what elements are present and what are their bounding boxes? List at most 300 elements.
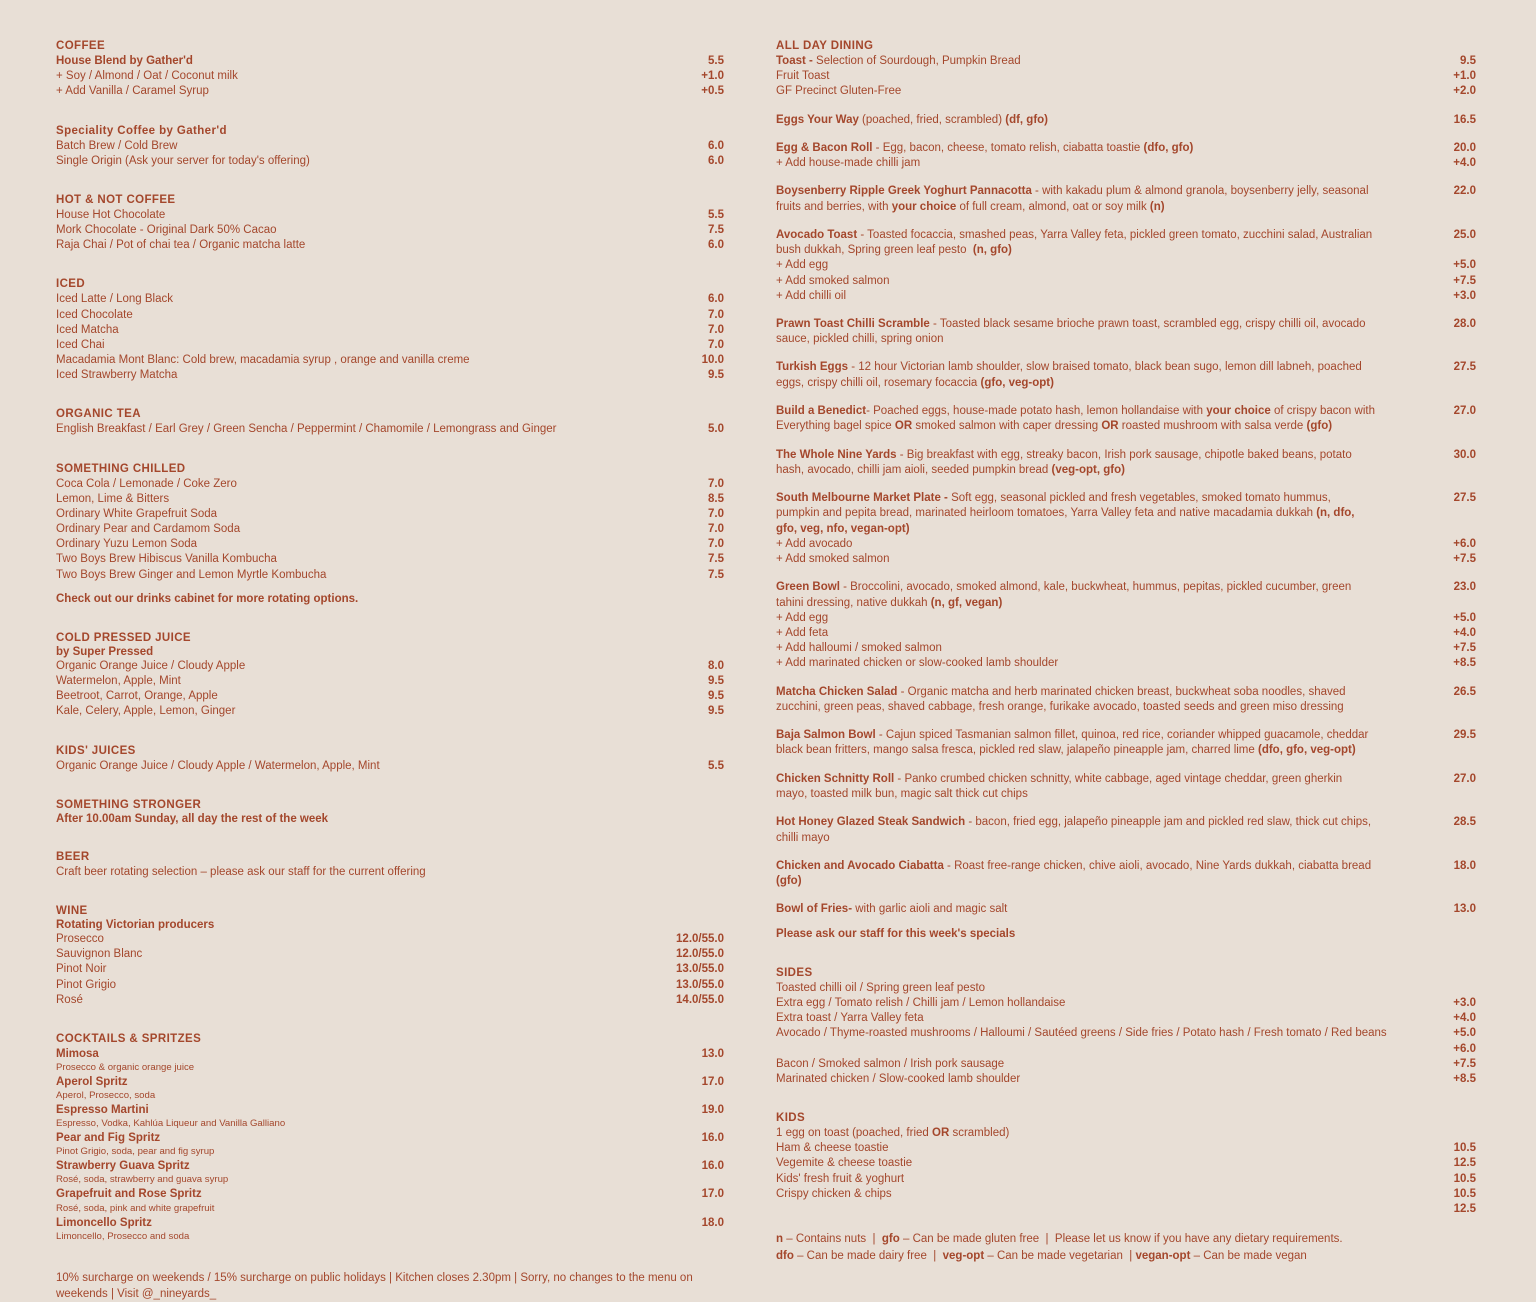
dining-item-price: 27.0: [1453, 772, 1476, 785]
cocktail-row: [56, 1216, 724, 1231]
menu-row-name: 1 egg on toast (poached, fried OR scrambled): [776, 1127, 1010, 1140]
surcharge-footer: 10% surcharge on weekends / 15% surcharge on public holidays | Kitchen closes 2.30pm | Sorry, no changes to the menu on weekends | Visit @_nineyards_: [56, 1271, 693, 1300]
addon-row: [776, 258, 1476, 273]
cocktail-price: 17.0: [701, 1188, 724, 1201]
menu-row-price: 7.5: [708, 568, 724, 581]
menu-row: [56, 507, 724, 522]
dining-item-price: 29.5: [1453, 729, 1476, 742]
addon-price: +6.0: [1453, 537, 1476, 550]
cocktail-price: 19.0: [701, 1104, 724, 1117]
menu-row: [776, 1141, 1476, 1156]
cocktail-row: [56, 1075, 724, 1090]
menu-row-price: 7.5: [708, 553, 724, 566]
dining-item-main: [776, 685, 1476, 716]
menu-row-price: +4.0: [1453, 1012, 1476, 1025]
menu-row-name: Kale, Celery, Apple, Lemon, Ginger: [56, 705, 236, 718]
menu-row-price: 9.5: [1460, 55, 1476, 67]
dining-item-main: [776, 815, 1476, 846]
food-column: [776, 40, 1476, 1263]
legend-line-1: n – Contains nuts | gfo – Can be made gluten free | Please let us know if you have any dietary requirements.: [776, 1233, 1343, 1246]
dining-item: [776, 184, 1476, 215]
addon-row: [776, 552, 1476, 567]
dining-item-main: [776, 184, 1476, 215]
juice-supplier: by Super Pressed: [56, 645, 154, 658]
dining-item-price: 30.0: [1453, 448, 1476, 461]
menu-row-name: Marinated chicken / Slow-cooked lamb shoulder: [776, 1072, 1021, 1085]
menu-row-name: Single Origin (Ask your server for today's offering): [56, 154, 310, 167]
dining-item: [776, 141, 1476, 171]
dietary-legend: [776, 1231, 1476, 1266]
menu-row-price: 13.0/55.0: [676, 978, 724, 991]
dining-items: [776, 113, 1476, 918]
menu-row-name: Fruit Toast: [776, 70, 830, 83]
dining-item-description: Build a Benedict- Poached eggs, house-made potato hash, lemon hollandaise with your choice of crispy bacon with Everything bagel spice OR smoked salmon with caper dressing OR roasted mushroom with salsa verde (gfo): [776, 405, 1375, 433]
hot-not-coffee-list: [56, 208, 724, 254]
dining-item-description: Green Bowl - Broccolini, avocado, smoked almond, kale, buckwheat, hummus, pepitas, pickled cucumber, green tahini dressing, native dukkah (n, gf, vegan): [776, 581, 1352, 609]
drinks-cabinet-note: Check out our drinks cabinet for more rotating options.: [56, 592, 359, 605]
menu-row-price: 12.0/55.0: [676, 948, 724, 961]
cocktail-description: Prosecco & organic orange juice: [56, 1062, 195, 1074]
cocktail-price: 16.0: [701, 1160, 724, 1173]
menu-row: [56, 932, 724, 947]
menu-row-price: 10.5: [1453, 1142, 1476, 1155]
dining-item-description: The Whole Nine Yards - Big breakfast with egg, streaky bacon, Irish pork sausage, chipotle baked beans, potato hash, avocado, chilli jam aioli, seeded pumpkin bread (veg-opt, gfo): [776, 448, 1352, 476]
section-title-kids-juices: KIDS' JUICES: [56, 744, 136, 757]
menu-row: [56, 208, 724, 223]
dining-item-description: Boysenberry Ripple Greek Yoghurt Pannacotta - with kakadu plum & almond granola, boysenberry jelly, seasonal fruits and berries, with your choice of full cream, almond, oat or soy milk (n): [776, 185, 1369, 213]
menu-row: [776, 1172, 1476, 1187]
addon-row: [776, 289, 1476, 304]
menu-row: [776, 1072, 1476, 1087]
dining-item: [776, 728, 1476, 759]
dining-item-main: [776, 113, 1476, 128]
menu-row-price: 9.5: [708, 675, 724, 688]
dining-item-price: 16.5: [1453, 113, 1476, 126]
cocktail-row: [56, 1047, 724, 1062]
menu-row-price: 7.0: [708, 308, 724, 321]
menu-row-name: Avocado / Thyme-roasted mushrooms / Halloumi / Sautéed greens / Side fries / Potato hash / Fresh tomato / Red beans: [776, 1027, 1387, 1040]
menu-row-price: +1.0: [1453, 70, 1476, 83]
cocktail-description: Rosé, soda, pink and white grapefruit: [56, 1202, 215, 1214]
cocktail-description: Rosé, soda, strawberry and guava syrup: [56, 1174, 229, 1186]
menu-row-price: 9.5: [708, 369, 724, 382]
menu-row: [56, 154, 724, 169]
section-title-beer: BEER: [56, 850, 90, 863]
menu-row-price: 7.0: [708, 338, 724, 351]
menu-row: [56, 704, 724, 719]
menu-row: [776, 1011, 1476, 1026]
menu-row-price: 5.5: [708, 208, 724, 221]
dining-item-description: Hot Honey Glazed Steak Sandwich - bacon, fried egg, jalapeño pineapple jam and pickled red slaw, thick cut chips, chilli mayo: [776, 816, 1372, 844]
menu-row-price: 8.5: [708, 492, 724, 505]
dining-item-description: Prawn Toast Chilli Scramble - Toasted black sesame brioche prawn toast, scrambled egg, crispy chilli oil, avocado sauce, pickled chilli, spring onion: [776, 317, 1366, 346]
menu-row-price: +7.5: [1453, 1057, 1476, 1070]
cocktail-price: 16.0: [701, 1132, 724, 1145]
beer-note: Craft beer rotating selection – please ask our staff for the current offering: [56, 865, 426, 878]
dining-item-main: [776, 859, 1476, 890]
menu-row: [56, 492, 724, 507]
menu-row-name: Toast - Selection of Sourdough, Pumpkin Bread: [776, 55, 1021, 67]
dining-item-price: 18.0: [1453, 859, 1476, 872]
menu-row: [776, 1026, 1476, 1056]
section-title-something-chilled: SOMETHING CHILLED: [56, 462, 186, 475]
cocktail-description: Espresso, Vodka, Kahlúa Liqueur and Vanilla Galliano: [56, 1118, 286, 1130]
menu-row-name: Ordinary Pear and Cardamom Soda: [56, 523, 241, 536]
iced-list: [56, 292, 724, 383]
menu-row-name: Organic Orange Juice / Cloudy Apple: [56, 659, 246, 672]
cocktails-list: [56, 1047, 724, 1244]
section-title-all-day-dining: ALL DAY DINING: [776, 40, 874, 52]
wine-list: [56, 932, 724, 1008]
addon-price: +7.5: [1453, 553, 1476, 566]
menu-row-price: 10.0: [701, 354, 724, 367]
cocktail-item: [56, 1187, 724, 1215]
wine-subtitle: Rotating Victorian producers: [56, 918, 215, 931]
organic-tea-list: [56, 422, 724, 437]
addon-row: [776, 274, 1476, 289]
menu-row-name: Extra egg / Tomato relish / Chilli jam / Lemon hollandaise: [776, 997, 1066, 1010]
dining-item-description: Egg & Bacon Roll - Egg, bacon, cheese, tomato relish, ciabatta toastie (dfo, gfo): [776, 141, 1194, 154]
cocktail-row: [56, 1159, 724, 1174]
dining-item-description: Chicken and Avocado Ciabatta - Roast free-range chicken, chive aioli, avocado, Nine Yards dukkah, ciabatta bread (gfo): [776, 859, 1372, 888]
menu-row: [56, 69, 724, 84]
dining-item-description: Avocado Toast - Toasted focaccia, smashed peas, Yarra Valley feta, pickled green tomato, zucchini salad, Australian bush dukkah, Spring green leaf pesto (n, gfo): [776, 228, 1373, 257]
menu-row: [776, 1187, 1476, 1217]
menu-row-name: Lemon, Lime & Bitters: [56, 492, 170, 505]
menu-row-name: House Hot Chocolate: [56, 208, 166, 221]
menu-row-name: GF Precinct Gluten-Free: [776, 85, 902, 98]
dining-item: [776, 404, 1476, 435]
dining-item-main: [776, 141, 1476, 156]
menu-row-name: Macadamia Mont Blanc: Cold brew, macadamia syrup , orange and vanilla creme: [56, 354, 470, 367]
addon-name: + Add house-made chilli jam: [776, 157, 921, 170]
menu-row-name: Toasted chilli oil / Spring green leaf pesto: [776, 981, 986, 994]
menu-row: [56, 659, 724, 674]
menu-row: [56, 84, 724, 99]
dining-item-price: 27.5: [1453, 361, 1476, 374]
menu-row-price: 7.0: [708, 477, 724, 490]
section-title-sides: SIDES: [776, 966, 813, 979]
cocktail-item: [56, 1216, 724, 1244]
cocktail-item: [56, 1103, 724, 1131]
menu-row-price: 7.0: [708, 507, 724, 520]
toast-list: [776, 54, 1476, 100]
section-title-cold-pressed-juice: COLD PRESSED JUICE: [56, 631, 192, 644]
menu-row-name: Pinot Grigio: [56, 978, 117, 991]
menu-row-name: Extra toast / Yarra Valley feta: [776, 1012, 924, 1025]
addon-name: + Add chilli oil: [776, 289, 846, 302]
section-title-coffee: COFFEE: [56, 40, 106, 52]
sides-list: [776, 981, 1476, 1087]
menu-row: [56, 54, 724, 69]
menu-row-name: Beetroot, Carrot, Orange, Apple: [56, 690, 218, 703]
dining-item: [776, 113, 1476, 128]
menu-row-name: Ordinary Yuzu Lemon Soda: [56, 538, 198, 551]
dining-item-main: [776, 491, 1476, 537]
dining-item-main: [776, 317, 1476, 348]
menu-row-price: +3.0: [1453, 997, 1476, 1010]
section-title-organic-tea: ORGANIC TEA: [56, 408, 141, 421]
cocktail-row: [56, 1187, 724, 1202]
dining-item-main: [776, 228, 1476, 259]
menu-row-name: Sauvignon Blanc: [56, 948, 143, 961]
dining-item-price: 26.5: [1453, 685, 1476, 698]
speciality-coffee-list: [56, 139, 724, 169]
weekly-specials-note: Please ask our staff for this week's specials: [776, 927, 1016, 940]
cocktail-price: 13.0: [701, 1047, 724, 1060]
menu-row-price: 7.0: [708, 323, 724, 336]
menu-row-name: Iced Strawberry Matcha: [56, 369, 178, 382]
menu-row: [56, 568, 724, 583]
dining-item-price: 25.0: [1453, 228, 1476, 241]
menu-row: [56, 522, 724, 537]
addon-price: +4.0: [1453, 157, 1476, 170]
menu-row: [56, 223, 724, 238]
juice-list: [56, 659, 724, 720]
menu-row-name: + Soy / Almond / Oat / Coconut milk: [56, 70, 238, 83]
cocktail-name: Aperol Spritz: [56, 1075, 128, 1088]
menu-row: [56, 962, 724, 977]
section-title-cocktails: COCKTAILS & SPRITZES: [56, 1032, 202, 1045]
menu-row-price: +1.0: [701, 70, 724, 83]
addon-price: +7.5: [1453, 274, 1476, 287]
menu-row-name: Crispy chicken & chips: [776, 1187, 892, 1200]
menu-row: [776, 84, 1476, 99]
menu-row-name: Iced Chocolate: [56, 308, 133, 321]
menu-row: [56, 978, 724, 993]
addon-name: + Add marinated chicken or slow-cooked lamb shoulder: [776, 657, 1059, 670]
menu-row: [56, 323, 724, 338]
menu-row: [56, 422, 724, 437]
menu-row: [56, 308, 724, 323]
menu-row-price: 6.0: [708, 154, 724, 167]
menu-row-price: 10.5: [1453, 1172, 1476, 1185]
dining-item-description: Eggs Your Way (poached, fried, scrambled) (df, gfo): [776, 113, 1049, 126]
dining-item-description: Turkish Eggs - 12 hour Victorian lamb shoulder, slow braised tomato, black bean sugo, lemon dill labneh, poached eggs, crispy chilli oil, rosemary focaccia (gfo, veg-opt): [776, 361, 1362, 389]
cocktail-item: [56, 1047, 724, 1075]
cocktail-name: Espresso Martini: [56, 1104, 149, 1117]
menu-row-price: 6.0: [708, 293, 724, 306]
addon-row: [776, 626, 1476, 641]
menu-row-price: 6.0: [708, 139, 724, 152]
dining-item: [776, 491, 1476, 567]
menu-row-price: 7.5: [708, 224, 724, 237]
menu-row-name: Ordinary White Grapefruit Soda: [56, 507, 218, 520]
addon-row: [776, 537, 1476, 552]
menu-row-price: +0.5: [701, 85, 724, 98]
something-chilled-list: [56, 477, 724, 583]
cocktail-description: Pinot Grigio, soda, pear and fig syrup: [56, 1146, 215, 1158]
menu-row-name: Iced Latte / Long Black: [56, 293, 173, 306]
addon-price: +8.5: [1453, 657, 1476, 670]
menu-row: [776, 1126, 1476, 1141]
dining-item-main: [776, 448, 1476, 479]
section-title-wine: WINE: [56, 904, 88, 917]
cocktail-name: Mimosa: [56, 1047, 99, 1060]
menu-row: [56, 537, 724, 552]
menu-row: [56, 338, 724, 353]
something-stronger-hours: After 10.00am Sunday, all day the rest of the week: [56, 812, 329, 825]
section-title-speciality-coffee: Speciality Coffee by Gather'd: [56, 124, 227, 137]
menu-row-name: Two Boys Brew Ginger and Lemon Myrtle Kombucha: [56, 568, 327, 581]
menu-row: [56, 238, 724, 253]
dining-item: [776, 360, 1476, 391]
menu-row-price: 7.0: [708, 523, 724, 536]
cocktail-price: 17.0: [701, 1075, 724, 1088]
menu-row-name: Two Boys Brew Hibiscus Vanilla Kombucha: [56, 553, 277, 566]
section-title-something-stronger: SOMETHING STRONGER: [56, 798, 202, 811]
menu-row-name: Coca Cola / Lemonade / Coke Zero: [56, 477, 237, 490]
menu-row: [56, 759, 724, 774]
addon-name: + Add feta: [776, 627, 829, 640]
menu-row-price: +2.0: [1453, 85, 1476, 98]
menu-row-price: 13.0/55.0: [676, 963, 724, 976]
dining-item: [776, 815, 1476, 846]
menu-row: [56, 292, 724, 307]
addon-name: + Add smoked salmon: [776, 274, 890, 287]
coffee-list: [56, 54, 724, 100]
cocktail-name: Limoncello Spritz: [56, 1216, 152, 1229]
addon-row: [776, 156, 1476, 171]
dining-item-price: 20.0: [1453, 141, 1476, 154]
cocktail-name: Grapefruit and Rose Spritz: [56, 1188, 202, 1201]
dining-item-description: South Melbourne Market Plate - Soft egg, seasonal pickled and fresh vegetables, smoked tomato hummus, pumpkin and pepita bread, marinated heirloom tomatoes, Yarra Valley feta and native macadamia dukkah (n, dfo, gfo, veg, nfo, vegan-opt): [776, 492, 1355, 535]
dining-item: [776, 902, 1476, 917]
addon-name: + Add egg: [776, 611, 829, 624]
dining-item-price: 23.0: [1453, 581, 1476, 594]
addon-name: + Add egg: [776, 259, 829, 272]
dining-item-description: Chicken Schnitty Roll - Panko crumbed chicken schnitty, white cabbage, aged vintage cheddar, green gherkin mayo, toasted milk bun, magic salt thick cut chips: [776, 772, 1343, 800]
menu-row-name: + Add Vanilla / Caramel Syrup: [56, 85, 209, 98]
dining-item-main: [776, 772, 1476, 803]
dining-item: [776, 580, 1476, 671]
cocktail-description: Aperol, Prosecco, soda: [56, 1090, 156, 1102]
menu-row-name: Watermelon, Apple, Mint: [56, 675, 181, 688]
dining-item-description: Matcha Chicken Salad - Organic matcha and herb marinated chicken breast, buckwheat soba noodles, shaved zucchini, green peas, shaved cabbage, fresh orange, furikake avocado, toasted seeds and green miso dressing: [776, 685, 1346, 713]
menu-row-price: 5.5: [708, 759, 724, 772]
menu-row: [56, 368, 724, 383]
menu-row: [776, 54, 1476, 69]
dining-item: [776, 685, 1476, 716]
menu-row: [776, 69, 1476, 84]
menu-row-name: Prosecco: [56, 932, 104, 945]
dining-item: [776, 448, 1476, 479]
menu-row-name: Pinot Noir: [56, 963, 107, 976]
cocktail-description: Limoncello, Prosecco and soda: [56, 1230, 190, 1242]
cocktail-row: [56, 1131, 724, 1146]
cocktail-item: [56, 1159, 724, 1187]
dining-item: [776, 228, 1476, 304]
cocktail-item: [56, 1075, 724, 1103]
cocktail-name: Strawberry Guava Spritz: [56, 1160, 190, 1173]
menu-row: [56, 674, 724, 689]
menu-row-price: 9.5: [708, 690, 724, 703]
section-title-iced: ICED: [56, 278, 86, 291]
legend-line-2: dfo – Can be made dairy free | veg-opt – Can be made vegetarian | vegan-opt – Can be made vegan: [776, 1250, 1307, 1263]
cocktail-item: [56, 1131, 724, 1159]
menu-row: [56, 689, 724, 704]
addon-price: +4.0: [1453, 627, 1476, 640]
menu-row: [56, 353, 724, 368]
menu-row-price: 10.5 12.5: [1453, 1187, 1476, 1215]
dining-item: [776, 859, 1476, 890]
menu-row-price: 5.5: [708, 55, 724, 67]
menu-row: [56, 993, 724, 1008]
dining-item-main: [776, 902, 1476, 917]
addon-row: [776, 656, 1476, 671]
menu-row: [776, 1057, 1476, 1072]
section-title-kids: KIDS: [776, 1112, 806, 1125]
menu-row: [56, 139, 724, 154]
dining-item-price: 27.0: [1453, 405, 1476, 418]
menu-row-name: Ham & cheese toastie: [776, 1142, 889, 1155]
dining-item-price: 22.0: [1453, 185, 1476, 198]
section-title-hot-not-coffee: HOT & NOT COFFEE: [56, 193, 176, 206]
menu-row-name: Batch Brew / Cold Brew: [56, 139, 178, 152]
addon-name: + Add avocado: [776, 537, 853, 550]
menu-row-price: 5.0: [708, 423, 724, 436]
menu-row-name: Iced Chai: [56, 338, 105, 351]
menu-row-price: +5.0 +6.0: [1453, 1027, 1476, 1055]
menu-row: [776, 996, 1476, 1011]
menu-row-name: Kids' fresh fruit & yoghurt: [776, 1172, 905, 1185]
dining-item-description: Bowl of Fries- with garlic aioli and magic salt: [776, 903, 1008, 916]
menu-row-name: Organic Orange Juice / Cloudy Apple / Watermelon, Apple, Mint: [56, 759, 380, 772]
menu-row-name: House Blend by Gather'd: [56, 55, 193, 67]
menu-row-price: 8.0: [708, 659, 724, 672]
menu-row-name: Iced Matcha: [56, 323, 119, 336]
dining-item-price: 28.5: [1453, 816, 1476, 829]
addon-row: [776, 641, 1476, 656]
menu-row: [776, 1156, 1476, 1171]
menu-row-price: 14.0/55.0: [676, 993, 724, 1006]
cocktail-name: Pear and Fig Spritz: [56, 1132, 161, 1145]
menu-row-name: Bacon / Smoked salmon / Irish pork sausage: [776, 1057, 1005, 1070]
addon-name: + Add halloumi / smoked salmon: [776, 642, 942, 655]
dining-item: [776, 772, 1476, 803]
menu-row: [776, 981, 1476, 996]
menu-row-name: Rosé: [56, 993, 83, 1006]
menu-row: [56, 477, 724, 492]
menu-row-name: Vegemite & cheese toastie: [776, 1157, 913, 1170]
menu-row-name: English Breakfast / Earl Grey / Green Sencha / Peppermint / Chamomile / Lemongrass and Ginger: [56, 423, 557, 436]
dining-item-main: [776, 728, 1476, 759]
cocktail-price: 18.0: [701, 1216, 724, 1229]
dining-item: [776, 317, 1476, 348]
addon-price: +3.0: [1453, 289, 1476, 302]
addon-name: + Add smoked salmon: [776, 553, 890, 566]
menu-row-price: +8.5: [1453, 1072, 1476, 1085]
drinks-column: [56, 40, 724, 1300]
dining-item-price: 28.0: [1453, 317, 1476, 330]
menu-row-price: 9.5: [708, 705, 724, 718]
dining-item-main: [776, 580, 1476, 611]
dining-item-price: 13.0: [1453, 903, 1476, 916]
addon-price: +5.0: [1453, 259, 1476, 272]
menu-row: [56, 947, 724, 962]
dining-item-main: [776, 360, 1476, 391]
menu-row-price: 7.0: [708, 538, 724, 551]
menu-row-price: 12.5: [1453, 1157, 1476, 1170]
menu-row-name: Raja Chai / Pot of chai tea / Organic matcha latte: [56, 239, 306, 252]
cocktail-row: [56, 1103, 724, 1118]
dining-item-description: Baja Salmon Bowl - Cajun spiced Tasmanian salmon fillet, quinoa, red rice, coriander whipped guacamole, cheddar black bean fritters, mango salsa fresca, pickled red slaw, jalapeño pineapple jam, charred lime (dfo, gfo, veg-opt): [776, 729, 1369, 757]
dining-item-price: 27.5: [1453, 492, 1476, 505]
menu-row: [56, 552, 724, 567]
addon-price: +7.5: [1453, 642, 1476, 655]
menu-row-name: Mork Chocolate - Original Dark 50% Cacao: [56, 224, 277, 237]
kids-juices-list: [56, 759, 724, 774]
